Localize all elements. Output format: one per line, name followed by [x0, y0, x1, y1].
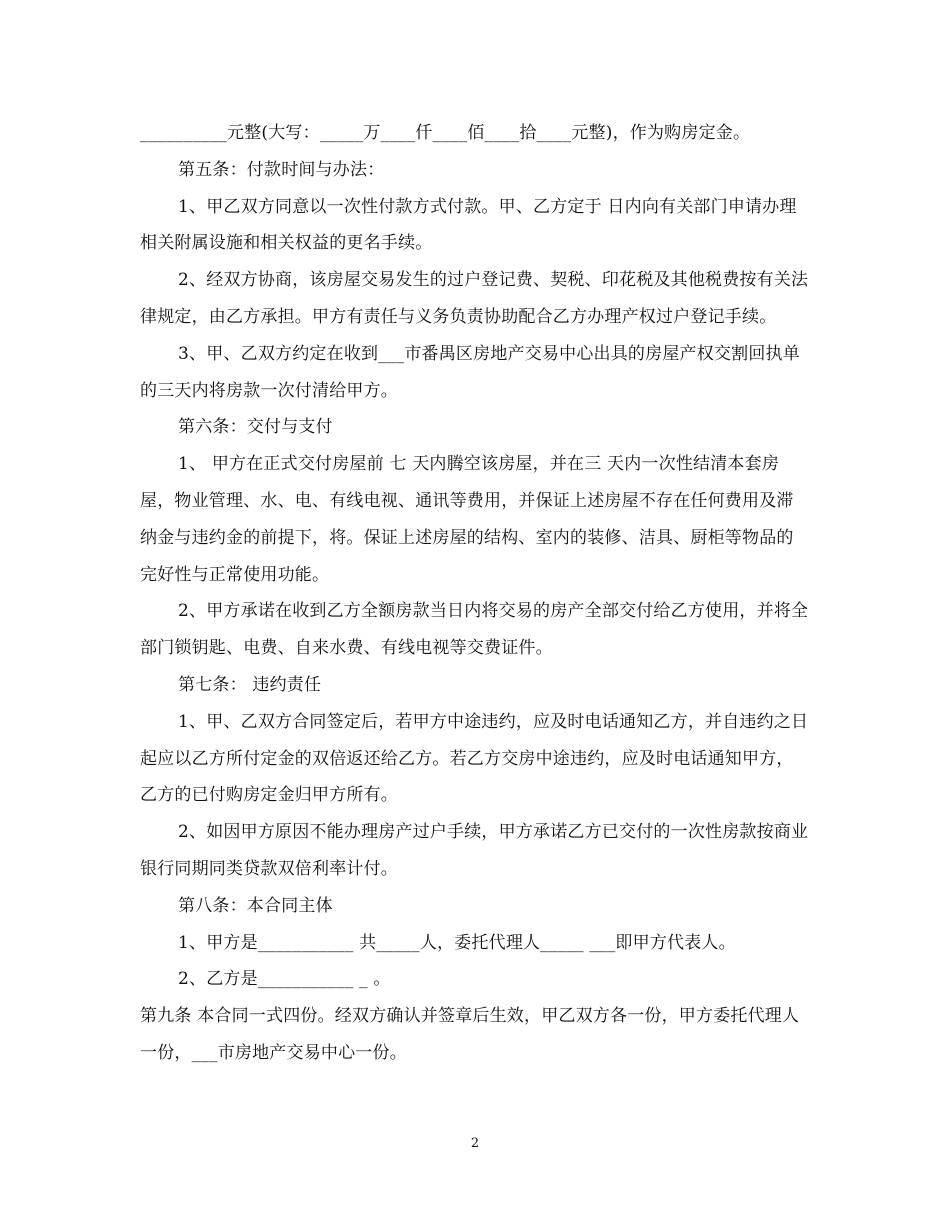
- article-7-clause-2: 2、如因甲方原因不能办理房产过户手续，甲方承诺乙方已交付的一次性房款按商业银行同期同类贷款双倍利率计付。: [140, 822, 809, 879]
- article-6-heading: 第六条：交付与支付: [178, 417, 333, 438]
- article-8-heading: 第八条：本合同主体: [178, 895, 333, 916]
- article-6-clause-1: 1、 甲方在正式交付房屋前 七 天内腾空该房屋，并在三 天内一次性结清本套房屋，物业管理、水、电、有线电视、通讯等费用，并保证上述房屋不存在任何费用及滞纳金与违约金的前提下，将。保证上述房屋的结构、室内的装修、洁具、厨柜等物品的完好性与正常使用功能。: [140, 454, 794, 585]
- document-body: [140, 115, 810, 1072]
- article-7-clause-1: 1、甲、乙双方合同签定后，若甲方中途违约，应及时电话通知乙方，并自违约之日起应以乙方所付定金的双倍返还给乙方。若乙方交房中途违约，应及时电话通知甲方，乙方的已付购房定金归甲方所有。: [140, 711, 809, 806]
- article-6-clause-2: 2、甲方承诺在收到乙方全额房款当日内将交易的房产全部交付给乙方使用，并将全部门锁钥匙、电费、自来水费、有线电视等交费证件。: [140, 601, 809, 659]
- deposit-amount-line: __________元整(大写：_____万____仟____佰____拾____元整)，作为购房定金。: [140, 123, 751, 143]
- article-5-clause-1: 1、甲乙双方同意以一次性付款方式付款。甲、乙方定于 日内向有关部门申请办理相关附属设施和相关权益的更名手续。: [140, 196, 797, 254]
- page-number: 2: [470, 1136, 480, 1151]
- article-5-clause-3: 3、甲、乙双方约定在收到___市番禺区房地产交易中心出具的房屋产权交割回执单的三天内将房款一次付清给甲方。: [140, 343, 800, 401]
- article-5-clause-2: 2、经双方协商，该房屋交易发生的过户登记费、契税、印花税及其他税费按有关法律规定，由乙方承担。甲方有责任与义务负责协助配合乙方办理产权过户登记手续。: [140, 270, 809, 327]
- article-8-clause-1: 1、甲方是___________ 共_____人，委托代理人_____ ___即甲方代表人。: [178, 932, 736, 953]
- article-9: 第九条 本合同一式四份。经双方确认并签章后生效，甲乙双方各一份，甲方委托代理人一份，___市房地产交易中心一份。: [140, 1006, 800, 1063]
- article-5-heading: 第五条：付款时间与办法：: [178, 159, 385, 180]
- article-7-heading: 第七条： 违约责任: [178, 674, 322, 695]
- article-8-clause-2: 2、乙方是___________ _ 。: [178, 969, 391, 990]
